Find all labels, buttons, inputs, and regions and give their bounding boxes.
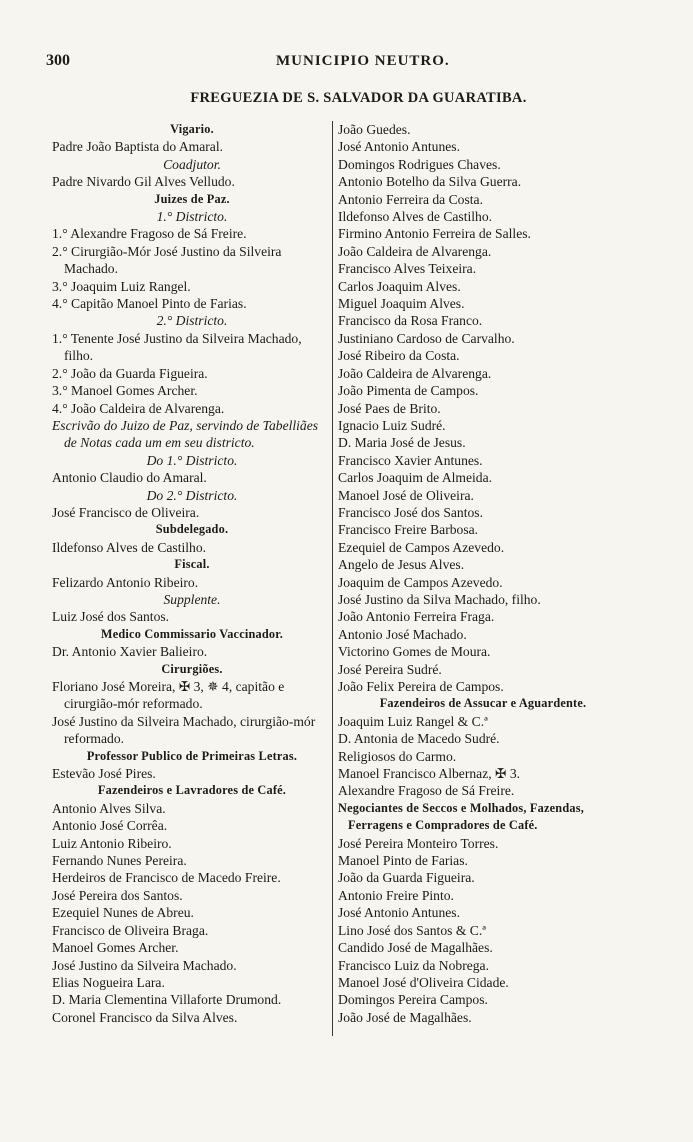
left-entry: Dr. Antonio Xavier Balieiro. (52, 644, 208, 660)
right-entry: Antonio Freire Pinto. (338, 887, 454, 903)
left-section-heading: Fiscal. (174, 557, 210, 572)
right-entry: D. Antonia de Macedo Sudré. (338, 731, 500, 747)
right-entry: João Antonio Ferreira Fraga. (338, 609, 495, 625)
left-entry: 4.° João Caldeira de Alvarenga. (52, 400, 225, 416)
left-entry: Coronel Francisco da Silva Alves. (52, 1009, 238, 1025)
left-entry: Floriano José Moreira, ✠ 3, ✵ 4, capitão e cirurgião-mór reformado. (52, 679, 285, 712)
right-entry: João Pimenta de Campos. (338, 383, 479, 399)
left-subheading: Do 2.° Districto. (146, 487, 238, 503)
left-entry: José Francisco de Oliveira. (52, 504, 200, 520)
left-section-heading: Medico Commissario Vaccinador. (100, 626, 284, 641)
left-subheading: Coadjutor. (163, 156, 221, 172)
right-entry: João Caldeira de Alvarenga. (338, 243, 492, 259)
left-entry: José Justino da Silveira Machado. (52, 957, 237, 973)
left-entry: Ezequiel Nunes de Abreu. (52, 905, 194, 921)
left-section-heading: Cirurgiões. (161, 661, 223, 676)
right-entry: João Guedes. (338, 122, 411, 137)
left-entry: José Justino da Silveira Machado, cirurgião-mór reformado. (52, 713, 316, 747)
right-entry: Francisco Freire Barbosa. (338, 522, 479, 538)
left-entry: Antonio José Corrêa. (52, 818, 168, 834)
right-entry: José Justino da Silva Machado, filho. (338, 591, 541, 607)
right-entry: José Ribeiro da Costa. (338, 348, 460, 364)
right-entry: José Pereira Sudré. (338, 661, 442, 677)
column-divider (332, 121, 333, 1036)
right-entry: Manoel Pinto de Farias. (338, 853, 468, 869)
right-entry: Antonio José Machado. (338, 626, 467, 642)
left-subheading: Do 1.° Districto. (146, 452, 238, 468)
left-section-heading: Professor Publico de Primeiras Letras. (86, 748, 298, 763)
running-header (46, 52, 646, 72)
left-note: Escrivão do Juizo de Paz, servindo de Tabelliães de Notas cada um em seu districto. (52, 417, 319, 451)
left-column (52, 121, 332, 1026)
right-entry: José Antonio Antunes. (338, 139, 460, 155)
left-entry: Fernando Nunes Pereira. (52, 853, 187, 869)
left-subheading: 1.° Districto. (156, 209, 228, 225)
left-entry: 3.° Manoel Gomes Archer. (52, 383, 198, 399)
left-entry: 4.° Capitão Manoel Pinto de Farias. (52, 296, 247, 312)
right-entry: João da Guarda Figueira. (338, 870, 475, 886)
left-entry: Luiz Antonio Ribeiro. (52, 835, 172, 851)
right-entry: Domingos Pereira Campos. (338, 992, 488, 1008)
left-entry: Felizardo Antonio Ribeiro. (52, 574, 199, 590)
left-entry: Padre Nivardo Gil Alves Velludo. (52, 174, 235, 190)
left-entry: Manoel Gomes Archer. (52, 940, 179, 956)
left-entry: Herdeiros de Francisco de Macedo Freire. (52, 870, 281, 886)
right-entry: Ignacio Luiz Sudré. (338, 417, 446, 433)
right-entry: Antonio Botelho da Silva Guerra. (338, 174, 522, 190)
right-entry: Justiniano Cardoso de Carvalho. (338, 330, 515, 346)
left-entry: 2.° Cirurgião-Mór José Justino da Silveira Machado. (52, 243, 282, 277)
right-entry: Carlos Joaquim Alves. (338, 278, 461, 294)
right-entry: Angelo de Jesus Alves. (338, 557, 465, 573)
right-entry: Joaquim de Campos Azevedo. (338, 574, 503, 590)
right-entry: José Antonio Antunes. (338, 905, 460, 921)
right-entry: Joaquim Luiz Rangel & C.ª (338, 713, 488, 729)
right-entry: José Paes de Brito. (338, 400, 441, 416)
right-entry: Religiosos do Carmo. (338, 748, 457, 764)
left-entry: Luiz José dos Santos. (52, 609, 170, 625)
right-entry: Domingos Rodrigues Chaves. (338, 156, 501, 172)
left-entry: 3.° Joaquim Luiz Rangel. (52, 278, 191, 294)
right-entry: Francisco Alves Teixeira. (338, 261, 477, 277)
left-entry: D. Maria Clementina Villaforte Drumond. (52, 992, 282, 1008)
left-section-heading: Vigario. (170, 122, 214, 136)
left-entry: 2.° João da Guarda Figueira. (52, 365, 208, 381)
right-entry: Manoel José de Oliveira. (338, 487, 474, 503)
right-entry: D. Maria José de Jesus. (338, 435, 466, 451)
left-entry: Padre João Baptista do Amaral. (52, 139, 224, 155)
right-entry: Carlos Joaquim de Almeida. (338, 470, 493, 486)
right-entry: José Pereira Monteiro Torres. (338, 835, 499, 851)
left-entry: Ildefonso Alves de Castilho. (52, 539, 207, 555)
left-subheading: Supplente. (163, 591, 221, 607)
right-entry: Lino José dos Santos & C.ª (338, 922, 487, 938)
right-entry: Francisco Xavier Antunes. (338, 452, 483, 468)
page-number: 300 (46, 52, 70, 69)
running-title: MUNICIPIO NEUTRO. (276, 53, 450, 69)
right-entry: Francisco José dos Santos. (338, 504, 483, 520)
right-entry: Manoel Francisco Albernaz, ✠ 3. (338, 766, 521, 782)
right-entry: Candido José de Magalhães. (338, 940, 493, 956)
right-entry: Francisco da Rosa Franco. (338, 313, 483, 329)
left-entry: José Pereira dos Santos. (52, 887, 183, 903)
left-section-heading: Subdelegado. (155, 522, 229, 537)
right-section-heading: Fazendeiros de Assucar e Aguardente. (379, 696, 587, 711)
left-section-heading: Fazendeiros e Lavradores de Café. (97, 783, 287, 798)
left-entry: Antonio Claudio do Amaral. (52, 470, 207, 486)
left-entry: Francisco de Oliveira Braga. (52, 922, 209, 938)
right-entry: João José de Magalhães. (338, 1009, 472, 1025)
right-entry: Francisco Luiz da Nobrega. (338, 957, 489, 973)
left-section-heading: Juizes de Paz. (154, 191, 230, 206)
right-entry: Manoel José d'Oliveira Cidade. (338, 974, 509, 990)
right-entry: Victorino Gomes de Moura. (338, 644, 491, 660)
right-entry: Antonio Ferreira da Costa. (338, 191, 483, 207)
left-entry: 1.° Tenente José Justino da Silveira Machado, filho. (52, 330, 302, 364)
parish-title: FREGUEZIA DE S. SALVADOR DA GUARATIBA. (190, 90, 527, 106)
left-entry: Antonio Alves Silva. (52, 800, 166, 816)
left-subheading: 2.° Districto. (156, 313, 228, 329)
right-entry: Firmino Antonio Ferreira de Salles. (338, 226, 531, 242)
right-entry: Miguel Joaquim Alves. (338, 296, 465, 312)
left-entry: Estevão José Pires. (52, 766, 156, 782)
left-entry: Elias Nogueira Lara. (52, 974, 165, 990)
right-entry: João Felix Pereira de Campos. (338, 679, 504, 694)
right-entry: João Caldeira de Alvarenga. (338, 365, 492, 381)
right-entry: Ezequiel de Campos Azevedo. (338, 539, 505, 555)
left-entry: 1.° Alexandre Fragoso de Sá Freire. (52, 226, 247, 242)
right-entry: Ildefonso Alves de Castilho. (338, 209, 493, 225)
right-column (338, 121, 628, 1026)
right-entry: Alexandre Fragoso de Sá Freire. (338, 783, 515, 799)
right-section-heading: Negociantes de Seccos e Molhados, Fazendas, Ferragens e Compradores de Café. (338, 800, 584, 833)
